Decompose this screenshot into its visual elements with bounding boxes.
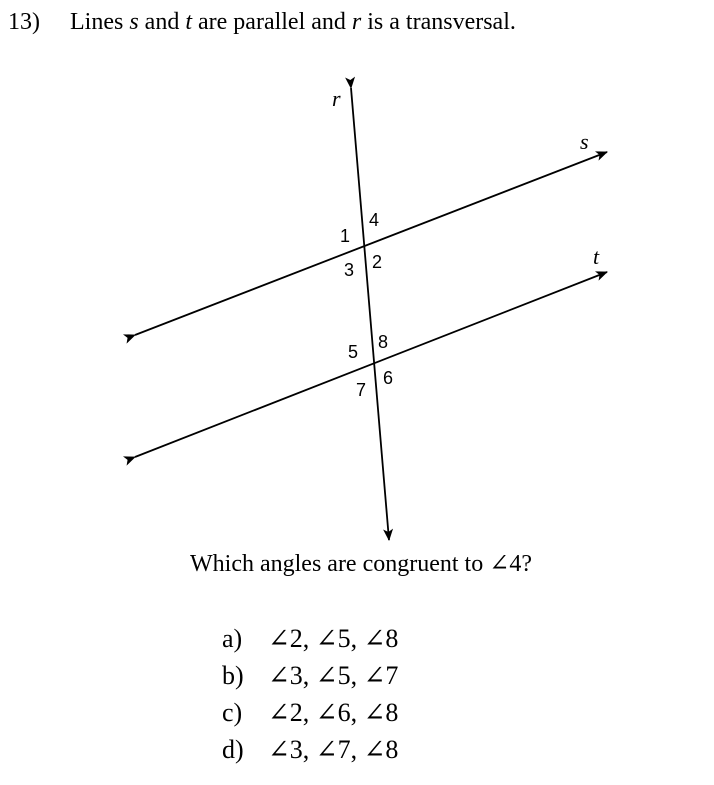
choice-text: ∠3, ∠7, ∠8 (268, 735, 399, 764)
angle-7-label: 7 (356, 380, 367, 400)
line-s-name: s (129, 9, 139, 35)
answer-choices (222, 620, 398, 768)
question-text-part: are parallel and (192, 9, 352, 35)
choice-b[interactable] (222, 657, 398, 694)
choice-c[interactable] (222, 694, 398, 731)
choice-a[interactable] (222, 620, 398, 657)
choice-letter: d) (222, 735, 244, 764)
choice-d[interactable] (222, 731, 398, 768)
line-r-label: r (332, 86, 341, 111)
question-text-part: is a transversal. (361, 9, 516, 35)
choice-text: ∠3, ∠5, ∠7 (268, 661, 399, 690)
angle-6-label: 6 (383, 368, 394, 388)
angle-4-label: 4 (369, 210, 380, 230)
angle-2-label: 2 (372, 252, 383, 272)
choice-text: ∠2, ∠5, ∠8 (268, 624, 399, 653)
angle-5-label: 5 (348, 342, 359, 362)
question-number: 13) (8, 9, 40, 35)
line-t (135, 272, 607, 457)
line-s (135, 152, 607, 335)
question-text-part: Lines (70, 9, 130, 35)
choice-letter: c) (222, 698, 243, 727)
angle-1-label: 1 (340, 226, 351, 246)
line-r-name: r (351, 9, 362, 35)
choice-text: ∠2, ∠6, ∠8 (268, 698, 399, 727)
question-prompt: Which angles are congruent to ∠4? (190, 551, 532, 577)
angle-8-label: 8 (378, 332, 389, 352)
choice-letter: a) (222, 624, 243, 653)
choice-letter: b) (222, 661, 244, 690)
question-text-part: and (138, 9, 186, 35)
line-s-label: s (580, 129, 589, 154)
line-r (351, 88, 389, 540)
line-t-name: t (185, 9, 192, 35)
line-t-label: t (593, 244, 600, 269)
angle-3-label: 3 (344, 260, 355, 280)
